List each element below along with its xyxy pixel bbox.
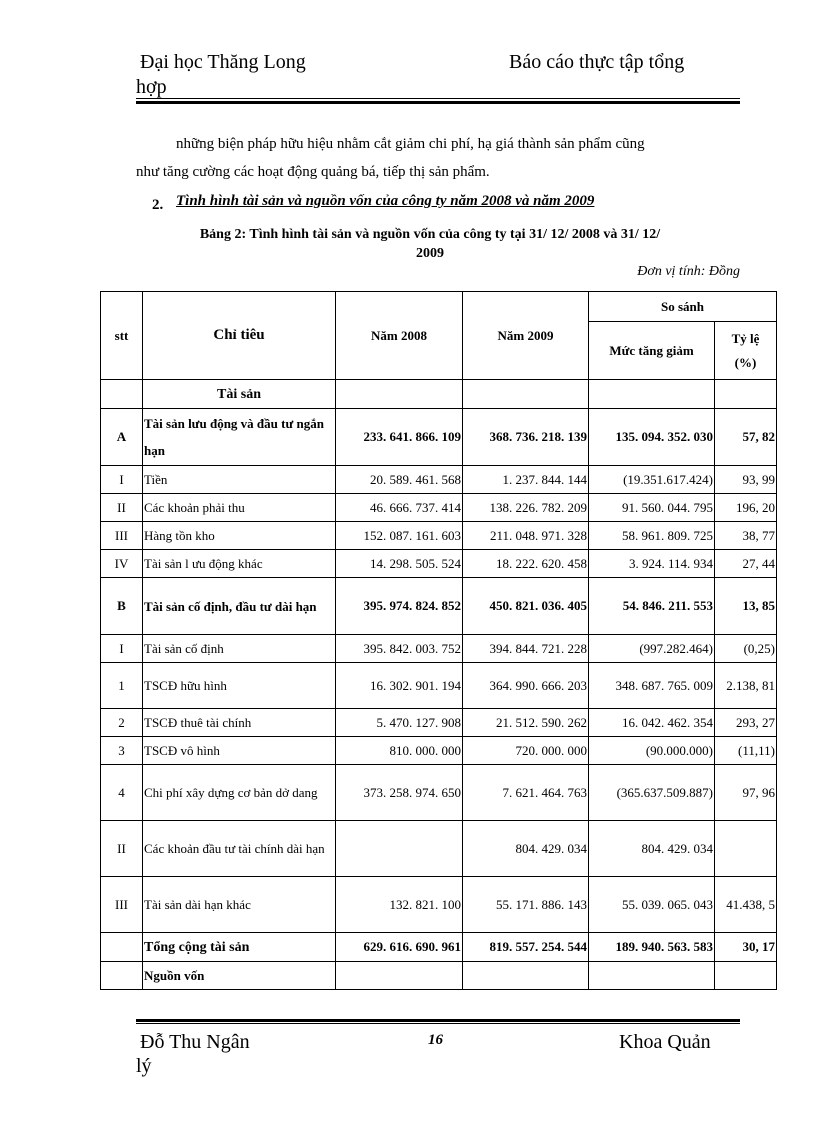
cell-ratio: 293, 27: [715, 709, 777, 737]
cell-year-2008: 395. 842. 003. 752: [336, 635, 463, 663]
table-row: [101, 635, 777, 663]
cell-year-2009: 804. 429. 034: [463, 821, 589, 877]
cell-year-2009: 720. 000. 000: [463, 737, 589, 765]
cell-year-2008: [336, 821, 463, 877]
cell-year-2008: [336, 962, 463, 990]
cell-indicator: TSCĐ vô hình: [143, 737, 336, 765]
table-caption-line-1: Bảng 2: Tình hình tài sản và nguồn vốn của công ty tại 31/ 12/ 2008 và 31/ 12/: [199, 227, 661, 242]
cell-stt: IV: [101, 550, 143, 578]
header-compare: So sánh: [589, 292, 777, 322]
cell-stt: III: [101, 877, 143, 933]
cell-year-2008: 16. 302. 901. 194: [336, 663, 463, 709]
cell-indicator: Tài sản: [143, 380, 336, 409]
cell-change: 91. 560. 044. 795: [589, 494, 715, 522]
cell-ratio: (11,11): [715, 737, 777, 765]
table-row: [101, 765, 777, 821]
footer-page-number: 16: [428, 1032, 443, 1048]
cell-change: 804. 429. 034: [589, 821, 715, 877]
cell-stt: 4: [101, 765, 143, 821]
cell-stt: II: [101, 821, 143, 877]
cell-indicator: Tài sản lưu động và đầu tư ngắn hạn: [143, 409, 336, 466]
table-row: [101, 737, 777, 765]
table-row: [101, 522, 777, 550]
cell-year-2009: 211. 048. 971. 328: [463, 522, 589, 550]
header-report-title-wrap: hợp: [136, 76, 167, 98]
cell-change: [589, 962, 715, 990]
header-indicator: Chỉ tiêu: [143, 292, 336, 380]
cell-year-2009: 368. 736. 218. 139: [463, 409, 589, 466]
header-ratio-line2: (%): [734, 354, 757, 370]
section-title: [176, 193, 594, 210]
table-row: [101, 380, 777, 409]
cell-change: (90.000.000): [589, 737, 715, 765]
header-year-2008: Năm 2008: [336, 292, 463, 380]
cell-ratio: [715, 380, 777, 409]
cell-change: (997.282.464): [589, 635, 715, 663]
cell-ratio: [715, 821, 777, 877]
cell-stt: 2: [101, 709, 143, 737]
header-report-title: Báo cáo thực tập tổng: [509, 51, 685, 73]
cell-indicator: TSCĐ hữu hình: [143, 663, 336, 709]
cell-indicator: Tổng cộng tài sản: [143, 933, 336, 962]
footer-rule-thin: [136, 1023, 740, 1024]
cell-year-2009: 55. 171. 886. 143: [463, 877, 589, 933]
cell-year-2009: 1. 237. 844. 144: [463, 466, 589, 494]
cell-year-2009: 450. 821. 036. 405: [463, 578, 589, 635]
cell-ratio: 13, 85: [715, 578, 777, 635]
cell-year-2009: [463, 962, 589, 990]
cell-stt: [101, 380, 143, 409]
cell-year-2008: 810. 000. 000: [336, 737, 463, 765]
cell-change: 58. 961. 809. 725: [589, 522, 715, 550]
cell-year-2009: 18. 222. 620. 458: [463, 550, 589, 578]
cell-indicator: Các khoản đầu tư tài chính dài hạn: [143, 821, 336, 877]
cell-ratio: 38, 77: [715, 522, 777, 550]
cell-ratio: 27, 44: [715, 550, 777, 578]
cell-stt: B: [101, 578, 143, 635]
cell-stt: I: [101, 635, 143, 663]
cell-ratio: 41.438, 5: [715, 877, 777, 933]
cell-year-2008: 20. 589. 461. 568: [336, 466, 463, 494]
table-row: [101, 663, 777, 709]
table-row: [101, 709, 777, 737]
cell-indicator: Tài sản l ưu động khác: [143, 550, 336, 578]
cell-change: 3. 924. 114. 934: [589, 550, 715, 578]
header-rule-thick: [136, 101, 740, 104]
cell-year-2008: 46. 666. 737. 414: [336, 494, 463, 522]
cell-stt: I: [101, 466, 143, 494]
cell-year-2009: 394. 844. 721. 228: [463, 635, 589, 663]
table-row: [101, 578, 777, 635]
cell-indicator: Tiền: [143, 466, 336, 494]
cell-indicator: TSCĐ thuê tài chính: [143, 709, 336, 737]
footer-rule-thick: [136, 1019, 740, 1022]
header-year-2009: Năm 2009: [463, 292, 589, 380]
cell-indicator: Tài sản cố định: [143, 635, 336, 663]
cell-year-2008: 233. 641. 866. 109: [336, 409, 463, 466]
header-school: Đại học Thăng Long: [140, 51, 306, 73]
cell-stt: A: [101, 409, 143, 466]
cell-year-2009: 7. 621. 464. 763: [463, 765, 589, 821]
unit-label: Đơn vị tính: Đồng: [637, 264, 740, 279]
cell-indicator: Hàng tồn kho: [143, 522, 336, 550]
paragraph-line-2: như tăng cường các hoạt động quảng bá, tiếp thị sản phẩm.: [136, 164, 490, 180]
cell-indicator: Tài sản cố định, đầu tư dài hạn: [143, 578, 336, 635]
header-ratio: [715, 322, 777, 380]
cell-stt: [101, 933, 143, 962]
cell-year-2008: 132. 821. 100: [336, 877, 463, 933]
cell-ratio: 57, 82: [715, 409, 777, 466]
cell-year-2008: 14. 298. 505. 524: [336, 550, 463, 578]
cell-ratio: (0,25): [715, 635, 777, 663]
cell-year-2008: 373. 258. 974. 650: [336, 765, 463, 821]
cell-stt: II: [101, 494, 143, 522]
cell-change: [589, 380, 715, 409]
table-row: [101, 494, 777, 522]
section-title-text: Tình hình tài sản và nguồn vốn của công ty năm 2008 và năm 2009: [176, 193, 595, 209]
cell-ratio: 97, 96: [715, 765, 777, 821]
cell-stt: 1: [101, 663, 143, 709]
cell-indicator: Chi phí xây dựng cơ bản dở dang: [143, 765, 336, 821]
paragraph-line-1: những biện pháp hữu hiệu nhằm cắt giảm chi phí, hạ giá thành sản phẩm cũng: [176, 136, 645, 152]
cell-change: 348. 687. 765. 009: [589, 663, 715, 709]
footer-faculty: Khoa Quản: [619, 1031, 711, 1053]
cell-stt: 3: [101, 737, 143, 765]
cell-ratio: 2.138, 81: [715, 663, 777, 709]
header-stt: stt: [101, 292, 143, 380]
cell-year-2008: 152. 087. 161. 603: [336, 522, 463, 550]
cell-indicator: Tài sản dài hạn khác: [143, 877, 336, 933]
table-caption-line-2: 2009: [416, 246, 444, 261]
cell-year-2008: [336, 380, 463, 409]
cell-change: 55. 039. 065. 043: [589, 877, 715, 933]
cell-year-2009: 364. 990. 666. 203: [463, 663, 589, 709]
cell-ratio: [715, 962, 777, 990]
table-row: [101, 821, 777, 877]
cell-indicator: Nguồn vốn: [143, 962, 336, 990]
section-number: 2.: [152, 197, 164, 213]
cell-change: 189. 940. 563. 583: [589, 933, 715, 962]
cell-stt: III: [101, 522, 143, 550]
header-change: Mức tăng giảm: [589, 322, 715, 380]
table-row: [101, 550, 777, 578]
header-ratio-line1: Tỷ lệ: [731, 330, 760, 346]
cell-change: (19.351.617.424): [589, 466, 715, 494]
footer-author: Đỗ Thu Ngân: [140, 1031, 250, 1053]
cell-year-2008: 395. 974. 824. 852: [336, 578, 463, 635]
cell-indicator: Các khoản phải thu: [143, 494, 336, 522]
cell-ratio: 196, 20: [715, 494, 777, 522]
cell-change: (365.637.509.887): [589, 765, 715, 821]
table-row: [101, 962, 777, 990]
cell-change: 16. 042. 462. 354: [589, 709, 715, 737]
asset-table: [100, 291, 777, 990]
cell-year-2009: 138. 226. 782. 209: [463, 494, 589, 522]
table-row: [101, 409, 777, 466]
cell-change: 135. 094. 352. 030: [589, 409, 715, 466]
cell-change: 54. 846. 211. 553: [589, 578, 715, 635]
header-rule-thin: [136, 98, 740, 99]
table-row: [101, 466, 777, 494]
cell-year-2009: 819. 557. 254. 544: [463, 933, 589, 962]
cell-year-2009: [463, 380, 589, 409]
table-row: [101, 933, 777, 962]
cell-ratio: 30, 17: [715, 933, 777, 962]
cell-year-2009: 21. 512. 590. 262: [463, 709, 589, 737]
table-row: [101, 877, 777, 933]
cell-year-2008: 5. 470. 127. 908: [336, 709, 463, 737]
footer-faculty-wrap: lý: [136, 1055, 152, 1077]
cell-year-2008: 629. 616. 690. 961: [336, 933, 463, 962]
cell-stt: [101, 962, 143, 990]
cell-ratio: 93, 99: [715, 466, 777, 494]
